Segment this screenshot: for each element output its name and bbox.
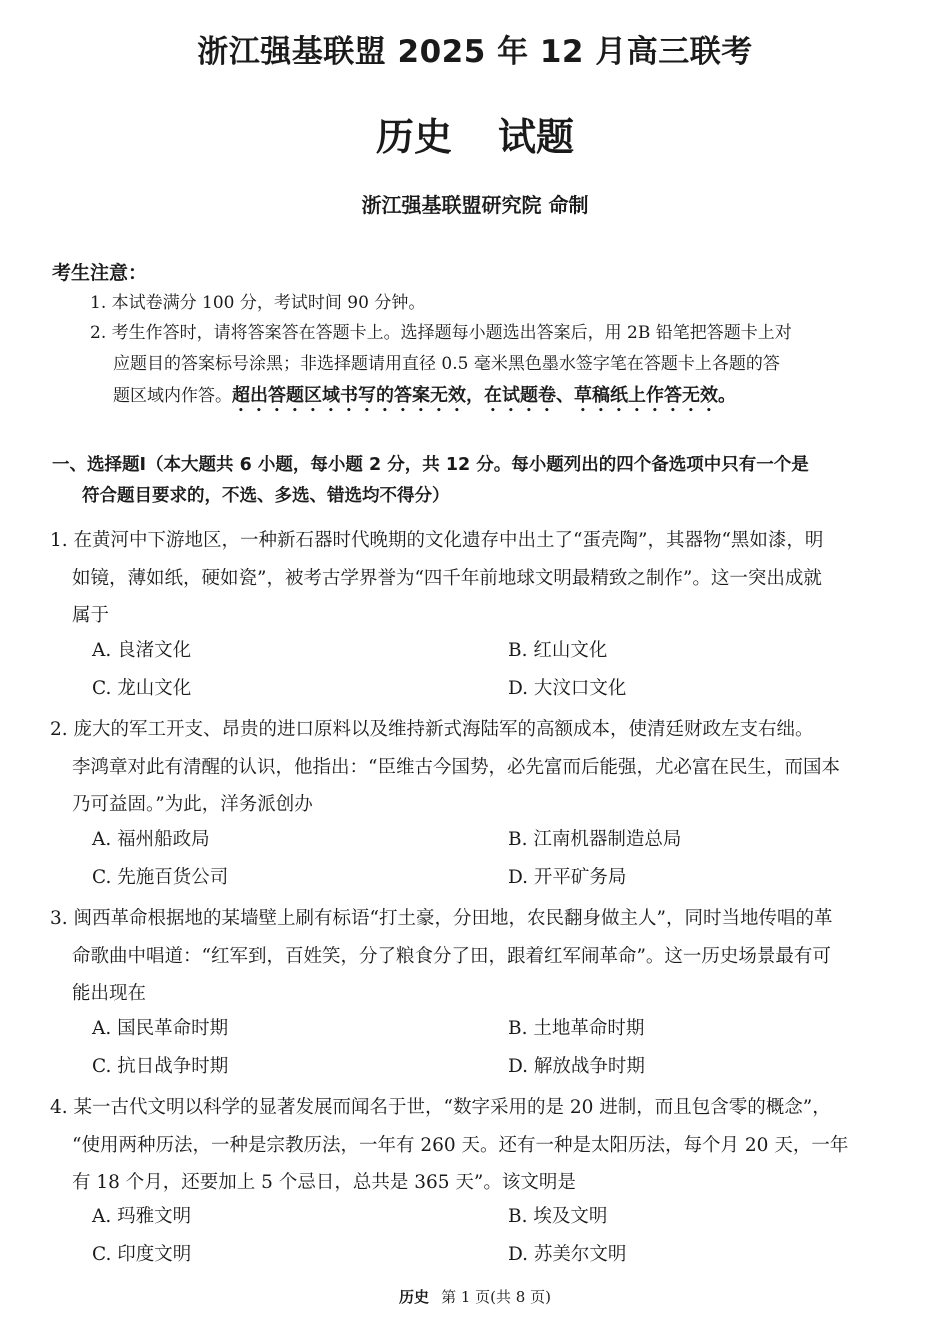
notice-item-2-line-3 — [113, 381, 736, 416]
subject-suffix: 试题 — [498, 115, 575, 159]
question-3-option-b: B. 土地革命时期 — [508, 1018, 645, 1039]
notice-emphasis: 超出答题区域书写的答案无效，在试题卷、草稿纸上作答无效。 — [232, 385, 736, 406]
question-3-option-c: C. 抗日战争时期 — [92, 1056, 229, 1077]
notice-item-2-line-2: 应题目的答案标号涂黑；非选择题请用直径 0.5 毫米黑色墨水签字笔在答题卡上各题的答 — [113, 354, 780, 374]
question-1-line-1: 1. 在黄河中下游地区，一种新石器时代晚期的文化遗存中出土了“蛋壳陶”，其器物“黑如漆，明 — [50, 530, 824, 551]
notice-heading: 考生注意： — [52, 262, 148, 284]
question-2-option-a: A. 福州船政局 — [92, 829, 210, 850]
question-4-option-a: A. 玛雅文明 — [92, 1206, 192, 1227]
section-heading-line-2: 符合题目要求的，不选、多选、错选均不得分） — [82, 486, 450, 506]
question-1-line-2: 如镜，薄如纸，硬如瓷”，被考古学界誉为“四千年前地球文明最精致之制作”。这一突出成就 — [72, 567, 822, 589]
question-2-line-3: 乃可益固。”为此，洋务派创办 — [72, 794, 313, 815]
question-4-option-b: B. 埃及文明 — [508, 1206, 608, 1227]
notice-item-1: 1. 本试卷满分 100 分，考试时间 90 分钟。 — [90, 293, 426, 313]
subject-title — [0, 106, 950, 161]
question-2-line-1: 2. 庞大的军工开支、昂贵的进口原料以及维持新式海陆军的高额成本，使清廷财政左支右绌。 — [50, 719, 814, 740]
exam-title: 浙江强基联盟 2025 年 12 月高三联考 — [197, 34, 753, 70]
question-2-line-2: 李鸿章对此有清醒的认识，他指出：“臣维古今国势，必先富而后能强，尤必富在民生，而国本 — [72, 756, 840, 778]
question-4-line-1: 4. 某一古代文明以科学的显著发展而闻名于世，“数字采用的是 20 进制，而且包含零的概念”， — [50, 1097, 831, 1118]
question-3-line-2: 命歌曲中唱道：“红军到，百姓笑，分了粮食分了田，跟着红军闹革命”。这一历史场景最有可 — [72, 945, 831, 967]
section-heading — [52, 450, 897, 512]
question-2 — [50, 711, 895, 824]
question-4-option-c: C. 印度文明 — [92, 1244, 192, 1265]
question-1-option-c: C. 龙山文化 — [92, 678, 192, 699]
question-3-line-1: 3. 闽西革命根据地的某墙壁上刷有标语“打土豪，分田地，农民翻身做主人”，同时当地传唱的革 — [50, 908, 833, 929]
question-1-option-a: A. 良渚文化 — [92, 640, 192, 661]
section-heading-line-1: 一、选择题Ⅰ（本大题共 6 小题，每小题 2 分，共 12 分。每小题列出的四个备选项中只有一个是 — [52, 455, 809, 475]
question-3-line-3: 能出现在 — [72, 983, 147, 1004]
notice-item-2-line-1: 2. 考生作答时，请将答案答在答题卡上。选择题每小题选出答案后，用 2B 铅笔把答题卡上对 — [90, 323, 792, 343]
question-3-option-a: A. 国民革命时期 — [92, 1018, 229, 1039]
subject-name: 历史 — [375, 115, 452, 159]
footer-subject: 历史 — [399, 1288, 430, 1306]
footer-page-info: 第 1 页(共 8 页) — [441, 1288, 551, 1306]
page-footer — [0, 1286, 950, 1307]
question-2-option-b: B. 江南机器制造总局 — [508, 829, 682, 850]
question-3-option-d: D. 解放战争时期 — [508, 1056, 645, 1077]
question-1-option-b: B. 红山文化 — [508, 640, 608, 661]
issuer: 浙江强基联盟研究院 命制 — [361, 193, 589, 217]
question-1-option-d: D. 大汶口文化 — [508, 678, 627, 699]
notice-item-2-plain: 题区域内作答。 — [113, 386, 232, 406]
question-4-line-2: “使用两种历法，一种是宗教历法，一年有 260 天。还有一种是太阳历法，每个月 20 天，一年 — [72, 1134, 849, 1156]
question-2-option-d: D. 开平矿务局 — [508, 867, 627, 888]
question-1-line-3: 属于 — [72, 605, 110, 626]
question-4 — [50, 1089, 895, 1202]
question-3 — [50, 900, 895, 1013]
question-2-option-c: C. 先施百货公司 — [92, 867, 229, 888]
question-1 — [50, 522, 895, 635]
question-4-option-d: D. 苏美尔文明 — [508, 1244, 627, 1265]
question-4-line-3: 有 18 个月，还要加上 5 个忌日，总共是 365 天”。该文明是 — [72, 1172, 576, 1193]
